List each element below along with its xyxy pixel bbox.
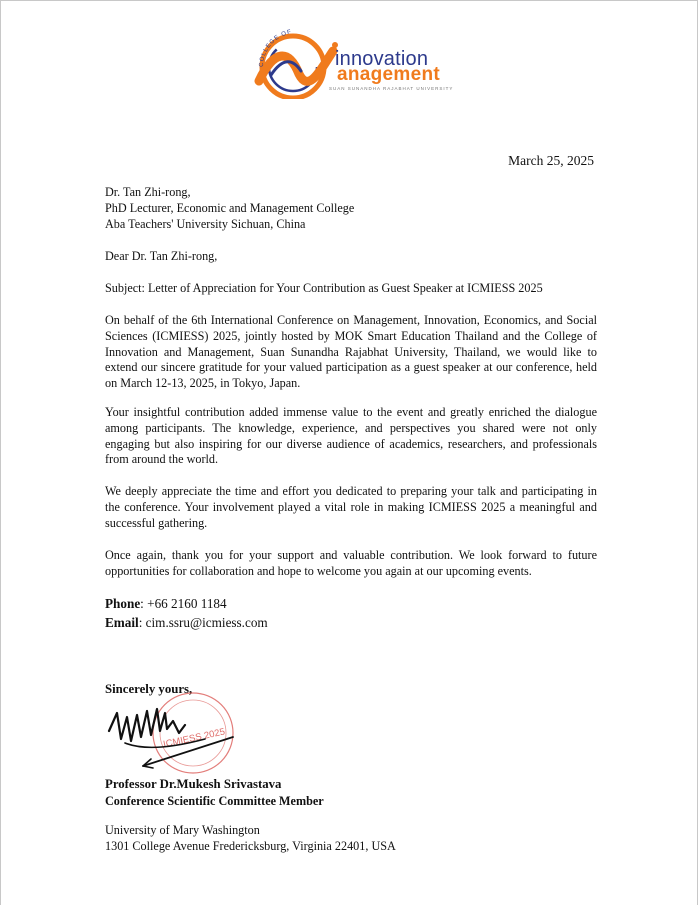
body-paragraph-1: On behalf of the 6th International Conference on Management, Innovation, Economics, and Social Sciences (ICMIESS) 2025, jointly hosted by MOK Smart Education Thailand and the College of Innovation and Management, Suan Sunandha Rajabhat University, Thailand, we would like to extend our sincere gratitude for your valued participation as a guest speaker at our conference, held on March 12-13, 2025, in Tokyo, Japan.: [105, 313, 597, 391]
phone-value: : +66 2160 1184: [140, 596, 227, 611]
signer-organization: University of Mary Washington: [105, 823, 260, 837]
recipient-institution: Aba Teachers' University Sichuan, China: [105, 216, 306, 231]
signer-block: [105, 776, 597, 810]
salutation: Dear Dr. Tan Zhi-rong,: [105, 249, 218, 263]
subject-line: Subject: Letter of Appreciation for Your Contribution as Guest Speaker at ICMIESS 2025: [105, 281, 543, 295]
letter-date: March 25, 2025: [508, 153, 594, 168]
signer-role: Conference Scientific Committee Member: [105, 794, 324, 808]
body-paragraph-4: Once again, thank you for your support and valuable contribution. We look forward to future opportunities for collaboration and hope to welcome you again at our upcoming events.: [105, 548, 597, 578]
recipient-address: [105, 185, 597, 232]
signature-icon: [105, 691, 245, 781]
signer-street-address: 1301 College Avenue Fredericksburg, Virginia 22401, USA: [105, 838, 396, 853]
signer-name: Professor Dr.Mukesh Srivastava: [105, 777, 282, 791]
phone-line: [105, 595, 597, 614]
contact-info: [105, 595, 597, 632]
phone-label: Phone: [105, 596, 141, 611]
logo-word-management: anagement: [337, 64, 441, 85]
recipient-title: PhD Lecturer, Economic and Management College: [105, 200, 355, 215]
signer-address: [105, 823, 597, 855]
body-paragraph-3: We deeply appreciate the time and effort you dedicated to preparing your talk and participating in the conference. Your involvement played a vital role in making ICMIESS 2025 a meaningful and successful gathering.: [105, 484, 597, 530]
college-logo: [249, 29, 469, 99]
email-label: Email: [105, 614, 139, 630]
logo-tagline: SUAN SUNANDHA RAJABHAT UNIVERSITY: [329, 86, 454, 91]
email-value: : cim.ssru@icmiess.com: [138, 614, 268, 630]
logo-word-innovation: innovation: [335, 48, 429, 70]
email-line: [105, 614, 597, 633]
body-paragraph-2: Your insightful contribution added immense value to the event and greatly enriched the dialogue among participants. The knowledge, experience, and perspectives you shared were not only engaging but also inspiring for our diverse audience of academics, researchers, and professionals from around the world.: [105, 405, 597, 467]
closing: Sincerely yours,: [105, 682, 193, 696]
logo-arc-text: COLLEGE OF: [258, 29, 293, 68]
stamp-text: ICMIESS 2025: [162, 726, 227, 751]
recipient-name: Dr. Tan Zhi-rong,: [105, 185, 191, 199]
